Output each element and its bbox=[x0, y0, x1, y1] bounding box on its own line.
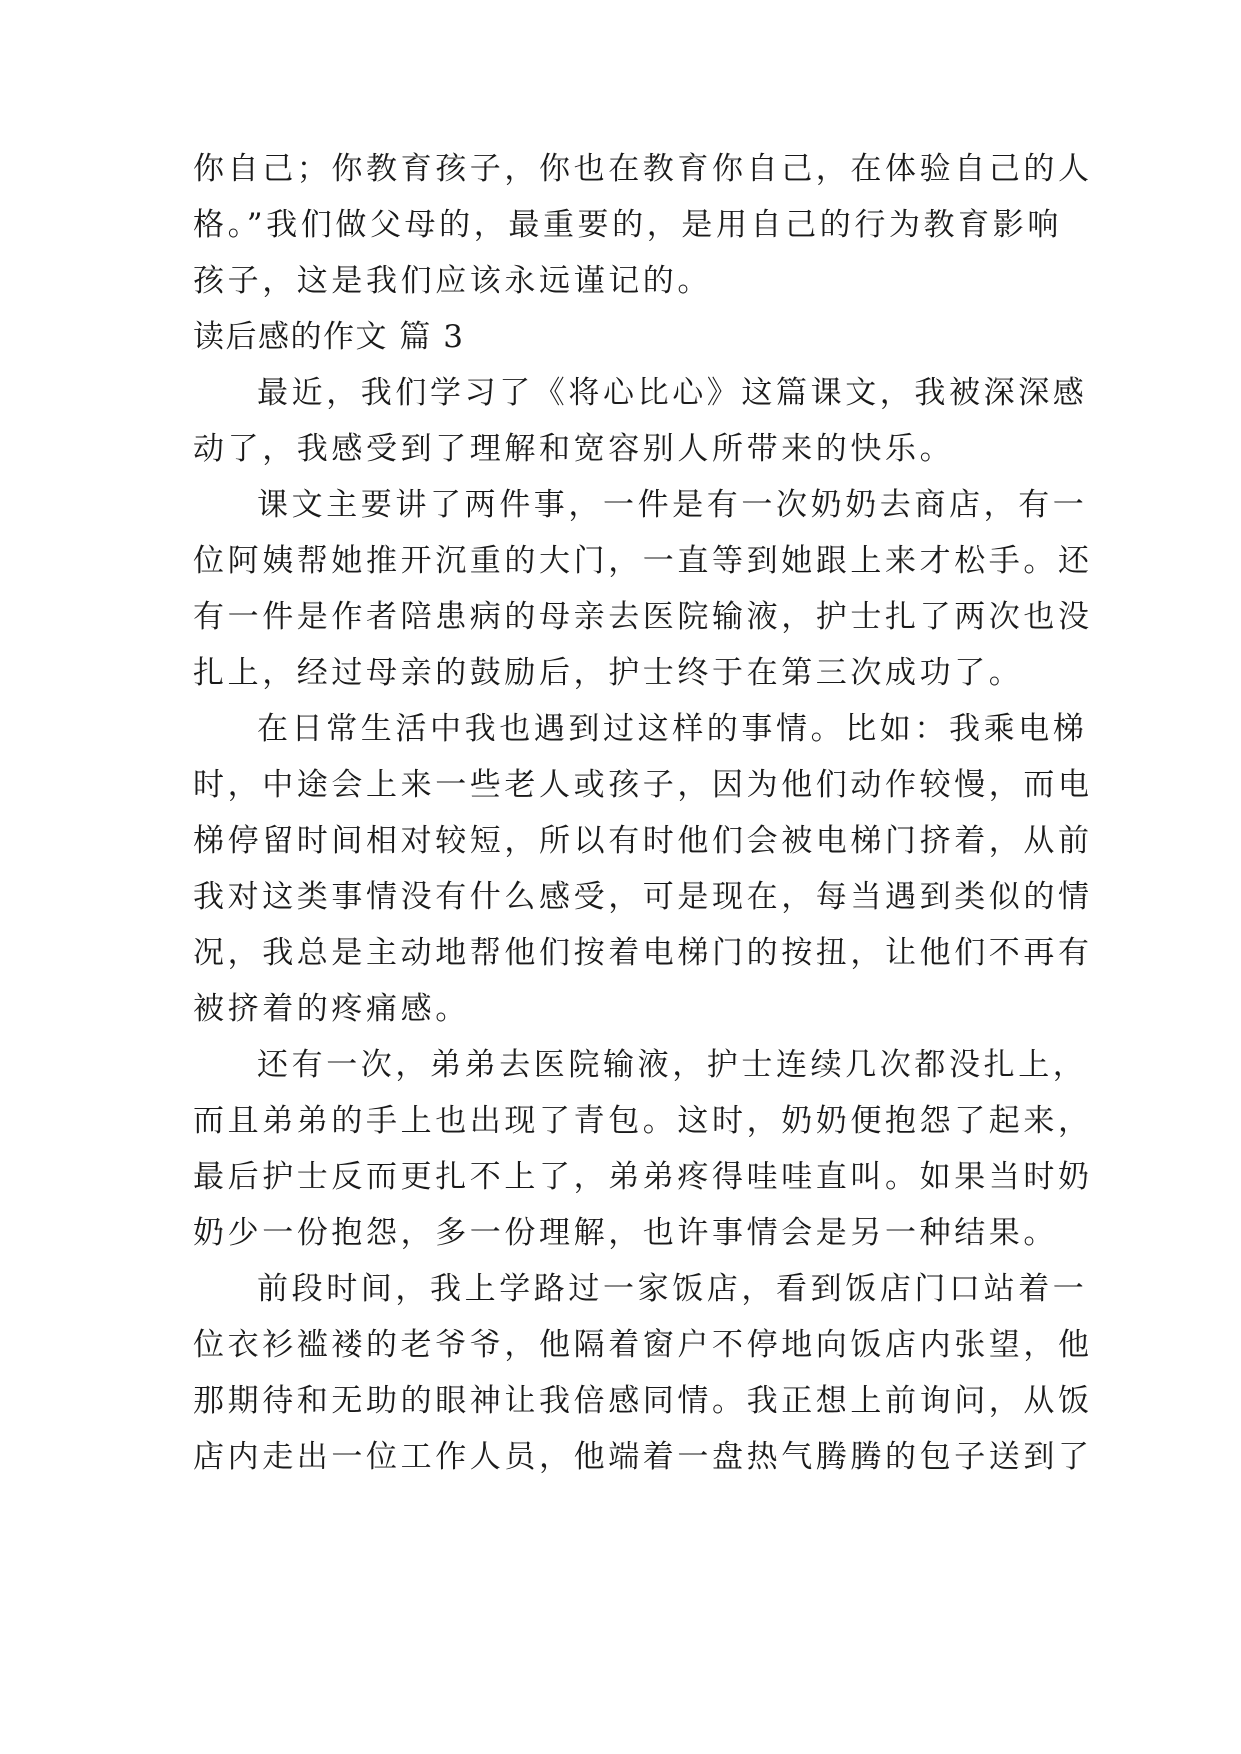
paragraph-line: 孩子，这是我们应该永远谨记的。 bbox=[193, 263, 712, 299]
paragraph-line: 在日常生活中我也遇到过这样的事情。比如：我乘电梯 bbox=[257, 711, 1088, 747]
paragraph-line: 被挤着的疼痛感。 bbox=[193, 991, 470, 1027]
paragraph-line: 梯停留时间相对较短，所以有时他们会被电梯门挤着，从前 bbox=[193, 823, 1093, 859]
paragraph-line: 扎上，经过母亲的鼓励后，护士终于在第三次成功了。 bbox=[193, 655, 1024, 691]
paragraph-line: 况，我总是主动地帮他们按着电梯门的按扭，让他们不再有 bbox=[193, 935, 1093, 971]
paragraph-line: 奶少一份抱怨，多一份理解，也许事情会是另一种结果。 bbox=[193, 1215, 1058, 1251]
paragraph-line: 格。”我们做父母的，最重要的，是用自己的行为教育影响 bbox=[193, 207, 1062, 243]
paragraph-line: 有一件是作者陪患病的母亲去医院输液，护士扎了两次也没 bbox=[193, 599, 1093, 635]
paragraph-line: 最后护士反而更扎不上了，弟弟疼得哇哇直叫。如果当时奶 bbox=[193, 1159, 1093, 1195]
paragraph-line: 位衣衫褴褛的老爷爷，他隔着窗户不停地向饭店内张望，他 bbox=[193, 1327, 1093, 1363]
paragraph-line: 最近，我们学习了《将心比心》这篇课文，我被深深感 bbox=[257, 375, 1088, 411]
paragraph-line: 动了，我感受到了理解和宽容别人所带来的快乐。 bbox=[193, 431, 955, 467]
paragraph-line: 前段时间，我上学路过一家饭店，看到饭店门口站着一 bbox=[257, 1271, 1088, 1307]
paragraph-line: 那期待和无助的眼神让我倍感同情。我正想上前询问，从饭 bbox=[193, 1383, 1093, 1419]
paragraph-line: 我对这类事情没有什么感受，可是现在，每当遇到类似的情 bbox=[193, 879, 1093, 915]
paragraph-line: 位阿姨帮她推开沉重的大门，一直等到她跟上来才松手。还 bbox=[193, 543, 1093, 579]
paragraph-line: 店内走出一位工作人员，他端着一盘热气腾腾的包子送到了 bbox=[193, 1439, 1093, 1475]
paragraph-line: 时，中途会上来一些老人或孩子，因为他们动作较慢，而电 bbox=[193, 767, 1093, 803]
paragraph-line: 课文主要讲了两件事，一件是有一次奶奶去商店，有一 bbox=[257, 487, 1088, 523]
paragraph-line: 还有一次，弟弟去医院输液，护士连续几次都没扎上， bbox=[257, 1047, 1088, 1083]
paragraph-line: 你自己；你教育孩子，你也在教育你自己，在体验自己的人 bbox=[193, 151, 1093, 187]
paragraph-line: 而且弟弟的手上也出现了青包。这时，奶奶便抱怨了起来， bbox=[193, 1103, 1093, 1139]
section-heading: 读后感的作文 篇 3 bbox=[193, 319, 465, 355]
